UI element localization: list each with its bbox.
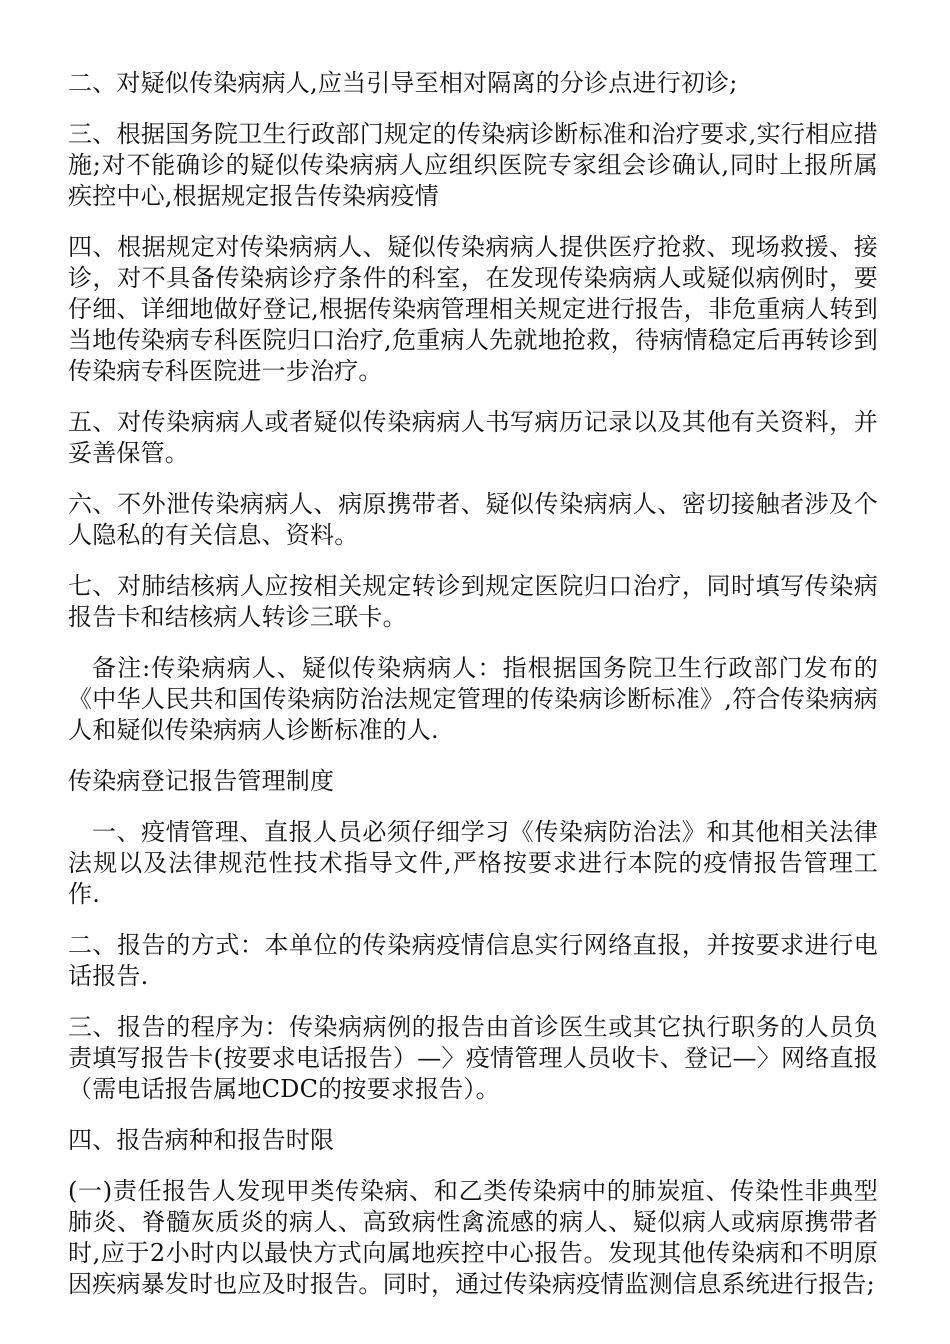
report-timing-paragraph: (一)责任报告人发现甲类传染病、和乙类传染病中的肺炭疽、传染性非典型肺炎、脊髓灰质炎的病人、高致病性禽流感的病人、疑似病人或病原携带者时,应于2小时内以最快方式向属地疾控中心报告。发现其他传染病和不明原因疾病暴发时也应及时报告。同时，通过传染病疫情监测信息系统进行报告;	[68, 1177, 878, 1298]
note-paragraph: 备注:传染病病人、疑似传染病病人：指根据国务院卫生行政部门发布的《中华人民共和国传染病防治法规定管理的传染病诊断标准》,符合传染病病人和疑似传染病病人诊断标准的人.	[68, 654, 878, 744]
paragraph-item-4: 四、根据规定对传染病病人、疑似传染病病人提供医疗抢救、现场救援、接诊，对不具备传染病诊疗条件的科室，在发现传染病病人或疑似病例时，要仔细、详细地做好登记,根据传染病管理相关规定进行报告，非危重病人转到当地传染病专科医院归口治疗,危重病人先就地抢救，待病情稳定后再转诊到传染病专科医院进一步治疗。	[68, 233, 878, 385]
report-procedure-paragraph: 三、报告的程序为：传染病病例的报告由首诊医生或其它执行职务的人员负责填写报告卡(按要求电话报告）—〉疫情管理人员收卡、登记—〉网络直报（需电话报告属地CDC的按要求报告）。	[68, 1013, 878, 1103]
report-disease-heading: 四、报告病种和报告时限	[68, 1126, 335, 1154]
paragraph-item-2: 二、对疑似传染病病人,应当引导至相对隔离的分诊点进行初诊;	[68, 69, 738, 97]
paragraph-item-5: 五、对传染病病人或者疑似传染病病人书写病历记录以及其他有关资料，并妥善保管。	[68, 408, 878, 467]
document-page	[68, 68, 878, 1320]
report-method-paragraph: 二、报告的方式：本单位的传染病疫情信息实行网络直报，并按要求进行电话报告.	[68, 931, 878, 990]
section-intro-paragraph: 一、疫情管理、直报人员必须仔细学习《传染病防治法》和其他相关法律法规以及法律规范性技术指导文件,严格按要求进行本院的疫情报告管理工作.	[68, 818, 878, 908]
paragraph-item-6: 六、不外泄传染病病人、病原携带者、疑似传染病病人、密切接触者涉及个人隐私的有关信息、资料。	[68, 490, 878, 549]
paragraph-item-7: 七、对肺结核病人应按相关规定转诊到规定医院归口治疗，同时填写传染病报告卡和结核病人转诊三联卡。	[68, 572, 878, 631]
paragraph-item-3: 三、根据国务院卫生行政部门规定的传染病诊断标准和治疗要求,实行相应措施;对不能确诊的疑似传染病病人应组织医院专家组会诊确认,同时上报所属疾控中心,根据规定报告传染病疫情	[68, 120, 878, 210]
section-title: 传染病登记报告管理制度	[68, 767, 335, 795]
